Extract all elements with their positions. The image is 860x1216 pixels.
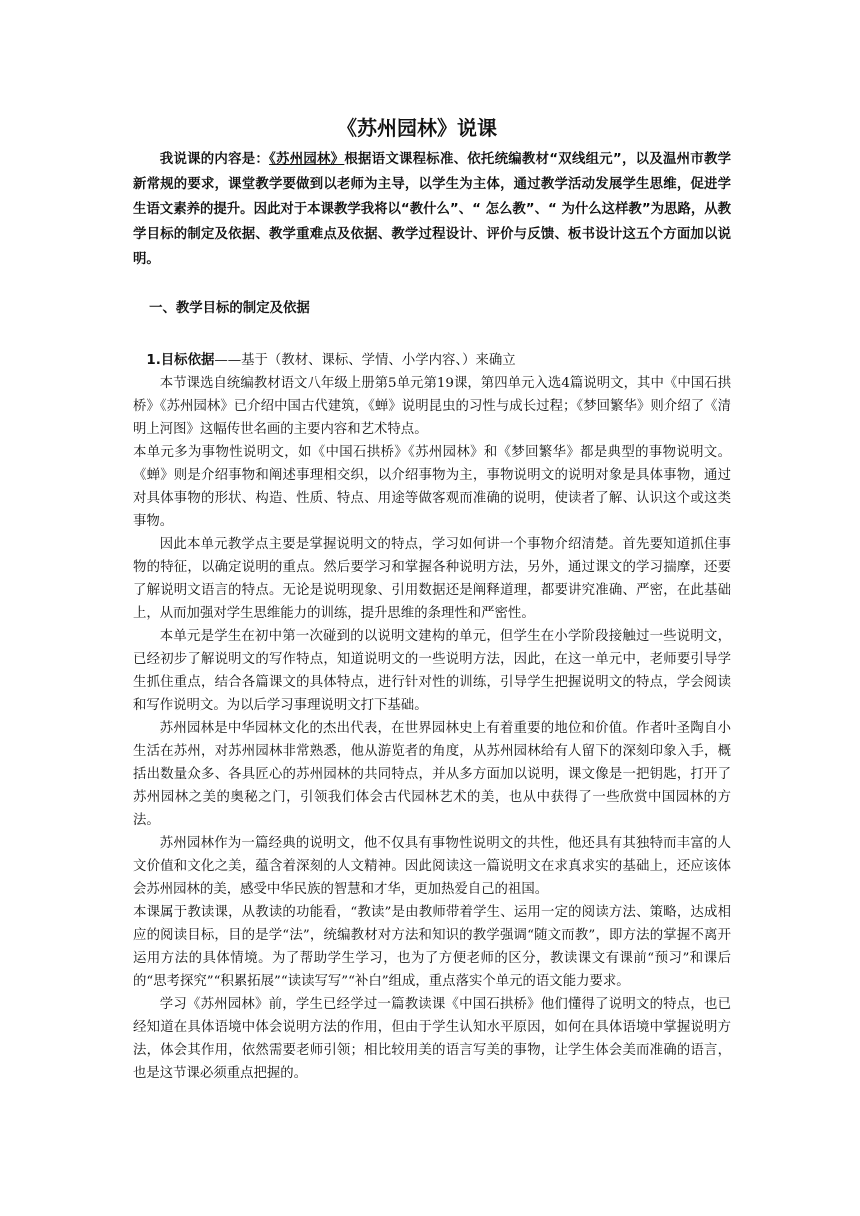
intro-lead: 我说课的内容是： [159,152,270,167]
paragraph-teaching-points: 因此本单元教学点主要是掌握说明文的特点，学习如何讲一个事物介绍清楚。首先要知道抓住事物的特征，以确定说明的重点。然后要学习和掌握各种说明方法，另外，通过课文的学习揣摩，还要了解说明文语言的特点。无论是说明现象、引用数据还是阐释道理，都要讲究准确、严密，在此基础上，从而加强对学生思维能力的训练，提升思维的条理性和严密性。 [133,537,731,621]
paragraph-textbook-location: 本节课选自统编教材语文八年级上册第5单元第19课，第四单元入选4篇说明文，其中《中国石拱桥》《苏州园林》已介绍中国古代建筑，《蝉》说明昆虫的习性与成长过程；《梦回繁华》则介绍了《清明上河图》这幅传世名画的主要内容和艺术特点。 [133,376,731,437]
section-heading-objectives: 一、教学目标的制定及依据 [149,301,310,316]
intro-paragraph [133,147,731,272]
subsection-label: 1.目标依据 [146,353,215,368]
intro-book-title: 《苏州园林》 [269,152,345,167]
document-body [133,115,731,1085]
intro-rest: 根据语文课程标准、依托统编教材“双线组元”，以及温州市教学新常规的要求，课堂教学要做到以老师为主导，以学生为主体，通过教学活动发展学生思维，促进学生语文素养的提升。因此对于本课教学我将以“教什么”、“ 怎么教”、“ 为什么这样教”为思路，从教学目标的制定及依据、教学重难点及依据、教学过程设计、评价与反馈、板书设计这五个方面加以说明。 [133,152,732,267]
paragraph-student-background: 本单元是学生在初中第一次碰到的以说明文建构的单元，但学生在小学阶段接触过一些说明文，已经初步了解说明文的写作特点，知道说明文的一些说明方法，因此，在这一单元中，老师要引导学生抓住重点，结合各篇课文的具体特点，进行针对性的训练，引导学生把握说明文的特点，学会阅读和写作说明文。为以后学习事理说明文打下基础。 [133,629,731,713]
paragraph-learning-situation: 学习《苏州园林》前，学生已经学过一篇教读课《中国石拱桥》他们懂得了说明文的特点，也已经知道在具体语境中体会说明方法的作用，但由于学生认知水平原因，如何在具体语境中掌握说明方法，体会其作用，依然需要老师引领；相比较用美的语言写美的事物，让学生体会美而准确的语言，也是这节课必须重点把握的。 [133,997,731,1081]
paragraph-humanistic-value: 苏州园林作为一篇经典的说明文，他不仅具有事物性说明文的共性，他还具有其独特而丰富的人文价值和文化之美，蕴含着深刻的人文精神。因此阅读这一篇说明文在求真求实的基础上，还应该体会苏州园林的美，感受中华民族的智慧和才华，更加热爱自己的祖国。 [133,836,731,897]
subsection-text: ——基于（教材、课标、学情、小学内容、）来确立 [214,353,516,368]
document-title: 《苏州园林》说课 [337,116,497,140]
paragraph-unit-type: 本单元多为事物性说明文，如《中国石拱桥》《苏州园林》和《梦回繁华》都是典型的事物说明文。《蝉》则是介绍事物和阐述事理相交织，以介绍事物为主，事物说明文的说明对象是具体事物，通过对具体事物的形状、构造、性质、特点、用途等做客观而准确的说明，使读者了解、认识这个或这类事物。 [133,445,731,529]
paragraph-guided-reading: 本课属于教读课，从教读的功能看，“教读”是由教师带着学生、运用一定的阅读方法、策略，达成相应的阅读目标，目的是学“法”，统编教材对方法和知识的教学强调“随文而教”，即方法的掌握不离开运用方法的具体情境。为了帮助学生学习，也为了方便老师的区分，教读课文有课前“预习”和课后的“思考探究”“积累拓展”“读读写写”“补白”组成，重点落实个单元的语文能力要求。 [133,905,731,989]
paragraph-suzhou-gardens: 苏州园林是中华园林文化的杰出代表，在世界园林史上有着重要的地位和价值。作者叶圣陶自小生活在苏州，对苏州园林非常熟悉，他从游览者的角度，从苏州园林给有人留下的深刻印象入手，概括出数量众多、各具匠心的苏州园林的共同特点，并从多方面加以说明，课文像是一把钥匙，打开了苏州园林之美的奥秘之门，引领我们体会古代园林艺术的美，也从中获得了一些欣赏中国园林的方法。 [133,721,731,828]
subsection-heading-basis [133,349,731,372]
